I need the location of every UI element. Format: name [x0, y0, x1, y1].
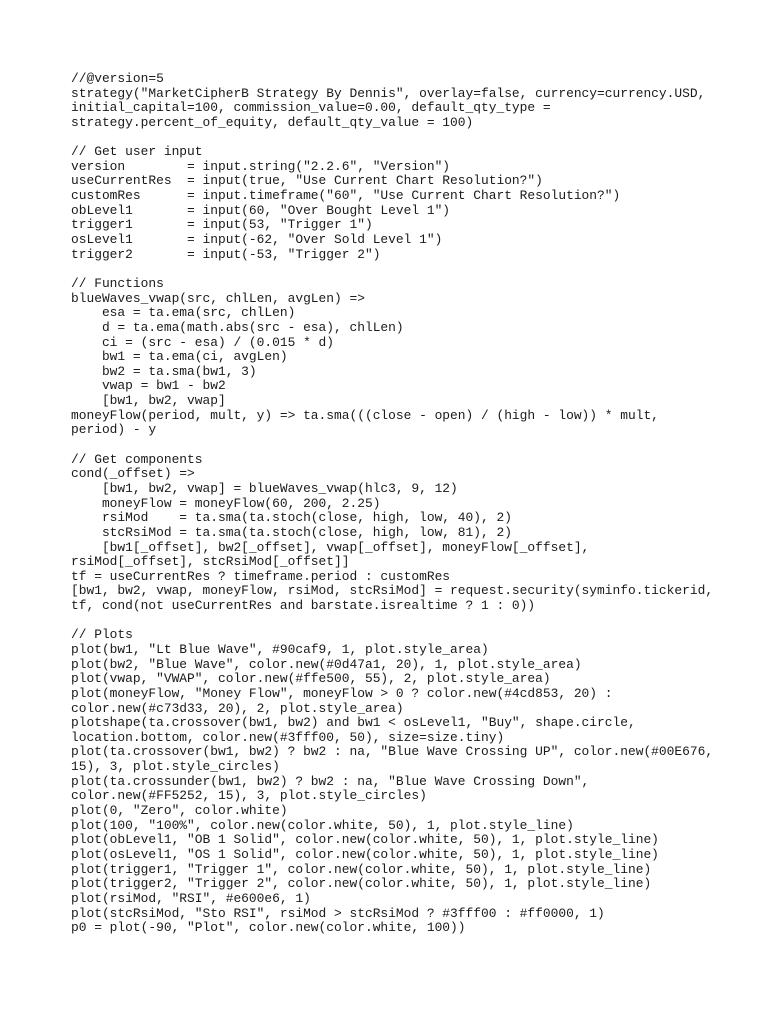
code-line: [71, 438, 751, 453]
code-line: moneyFlow = moneyFlow(60, 200, 2.25): [71, 495, 381, 511]
code-line: plot(bw2, "Blue Wave", color.new(#0d47a1, 20), 1, plot.style_area): [71, 656, 582, 672]
code-line: plot(osLevel1, "OS 1 Solid", color.new(color.white, 50), 1, plot.style_line): [71, 846, 659, 862]
code-line: ci = (src - esa) / (0.015 * d): [71, 334, 335, 350]
code-line: bw1 = ta.ema(ci, avgLen): [71, 349, 288, 365]
code-line: rsiMod[_offset], stcRsiMod[_offset]]: [71, 554, 350, 570]
code-line: version = input.string("2.2.6", "Version"): [71, 158, 451, 174]
code-line: obLevel1 = input(60, "Over Bought Level 1"): [71, 202, 451, 218]
code-line: 15), 3, plot.style_circles): [71, 759, 280, 775]
code-line: trigger1 = input(53, "Trigger 1"): [71, 217, 373, 233]
code-line: // Plots: [71, 627, 133, 643]
code-line: plot(rsiMod, "RSI", #e600e6, 1): [71, 890, 311, 906]
code-line: stcRsiMod = ta.sma(ta.stoch(close, high, low, 81), 2): [71, 524, 512, 540]
code-line: bw2 = ta.sma(bw1, 3): [71, 363, 257, 379]
code-line: blueWaves_vwap(src, chlLen, avgLen) =>: [71, 290, 365, 306]
code-line: initial_capital=100, commission_value=0.00, default_qty_type =: [71, 100, 551, 116]
code-line: // Get components: [71, 451, 203, 467]
code-line: plot(moneyFlow, "Money Flow", moneyFlow > 0 ? color.new(#4cd853, 20) :: [71, 685, 613, 701]
code-line: [bw1[_offset], bw2[_offset], vwap[_offset], moneyFlow[_offset],: [71, 539, 590, 555]
code-line: [bw1, bw2, vwap]: [71, 393, 226, 409]
code-line: plot(trigger1, "Trigger 1", color.new(color.white, 50), 1, plot.style_line): [71, 861, 652, 877]
code-listing: [71, 72, 751, 936]
code-line: plot(ta.crossunder(bw1, bw2) ? bw2 : na, "Blue Wave Crossing Down",: [71, 773, 590, 789]
code-line: plot(stcRsiMod, "Sto RSI", rsiMod > stcRsiMod ? #3fff00 : #ff0000, 1): [71, 905, 605, 921]
code-line: period) - y: [71, 422, 157, 438]
code-line: [bw1, bw2, vwap] = blueWaves_vwap(hlc3, 9, 12): [71, 480, 458, 496]
code-line: rsiMod = ta.sma(ta.stoch(close, high, low, 40), 2): [71, 510, 512, 526]
code-line: plot(trigger2, "Trigger 2", color.new(color.white, 50), 1, plot.style_line): [71, 876, 652, 892]
code-line: strategy("MarketCipherB Strategy By Dennis", overlay=false, currency=currency.USD,: [71, 85, 706, 101]
code-line: // Get user input: [71, 144, 203, 160]
code-line: esa = ta.ema(src, chlLen): [71, 305, 296, 321]
code-line: customRes = input.timeframe("60", "Use Current Chart Resolution?"): [71, 188, 621, 204]
code-line: vwap = bw1 - bw2: [71, 378, 226, 394]
code-line: //@version=5: [71, 71, 164, 86]
code-line: plot(bw1, "Lt Blue Wave", #90caf9, 1, plot.style_area): [71, 641, 489, 657]
code-line: color.new(#c73d33, 20), 2, plot.style_area): [71, 700, 404, 716]
code-line: [71, 262, 751, 277]
code-line: strategy.percent_of_equity, default_qty_value = 100): [71, 114, 474, 130]
code-line: p0 = plot(-90, "Plot", color.new(color.white, 100)): [71, 920, 466, 936]
code-line: location.bottom, color.new(#3fff00, 50), size=size.tiny): [71, 729, 505, 745]
code-line: plot(0, "Zero", color.white): [71, 803, 288, 819]
code-line: useCurrentRes = input(true, "Use Current Chart Resolution?"): [71, 173, 543, 189]
code-line: trigger2 = input(-53, "Trigger 2"): [71, 246, 381, 262]
code-line: plot(vwap, "VWAP", color.new(#ffe500, 55), 2, plot.style_area): [71, 671, 551, 687]
code-line: osLevel1 = input(-62, "Over Sold Level 1"): [71, 232, 443, 248]
code-line: plotshape(ta.crossover(bw1, bw2) and bw1 < osLevel1, "Buy", shape.circle,: [71, 715, 636, 731]
code-line: plot(obLevel1, "OB 1 Solid", color.new(color.white, 50), 1, plot.style_line): [71, 832, 659, 848]
code-line: [bw1, bw2, vwap, moneyFlow, rsiMod, stcRsiMod] = request.security(syminfo.tickerid,: [71, 583, 714, 599]
code-line: plot(100, "100%", color.new(color.white, 50), 1, plot.style_line): [71, 817, 574, 833]
code-line: moneyFlow(period, mult, y) => ta.sma(((close - open) / (high - low)) * mult,: [71, 407, 659, 423]
code-line: tf, cond(not useCurrentRes and barstate.isrealtime ? 1 : 0)): [71, 598, 536, 614]
code-line: tf = useCurrentRes ? timeframe.period : customRes: [71, 568, 451, 584]
code-line: color.new(#FF5252, 15), 3, plot.style_circles): [71, 788, 427, 804]
code-line: plot(ta.crossover(bw1, bw2) ? bw2 : na, "Blue Wave Crossing UP", color.new(#00E676,: [71, 744, 714, 760]
code-line: // Functions: [71, 275, 164, 291]
code-line: [71, 131, 751, 146]
code-line: cond(_offset) =>: [71, 466, 195, 482]
code-line: d = ta.ema(math.abs(src - esa), chlLen): [71, 319, 404, 335]
code-line: [71, 614, 751, 629]
